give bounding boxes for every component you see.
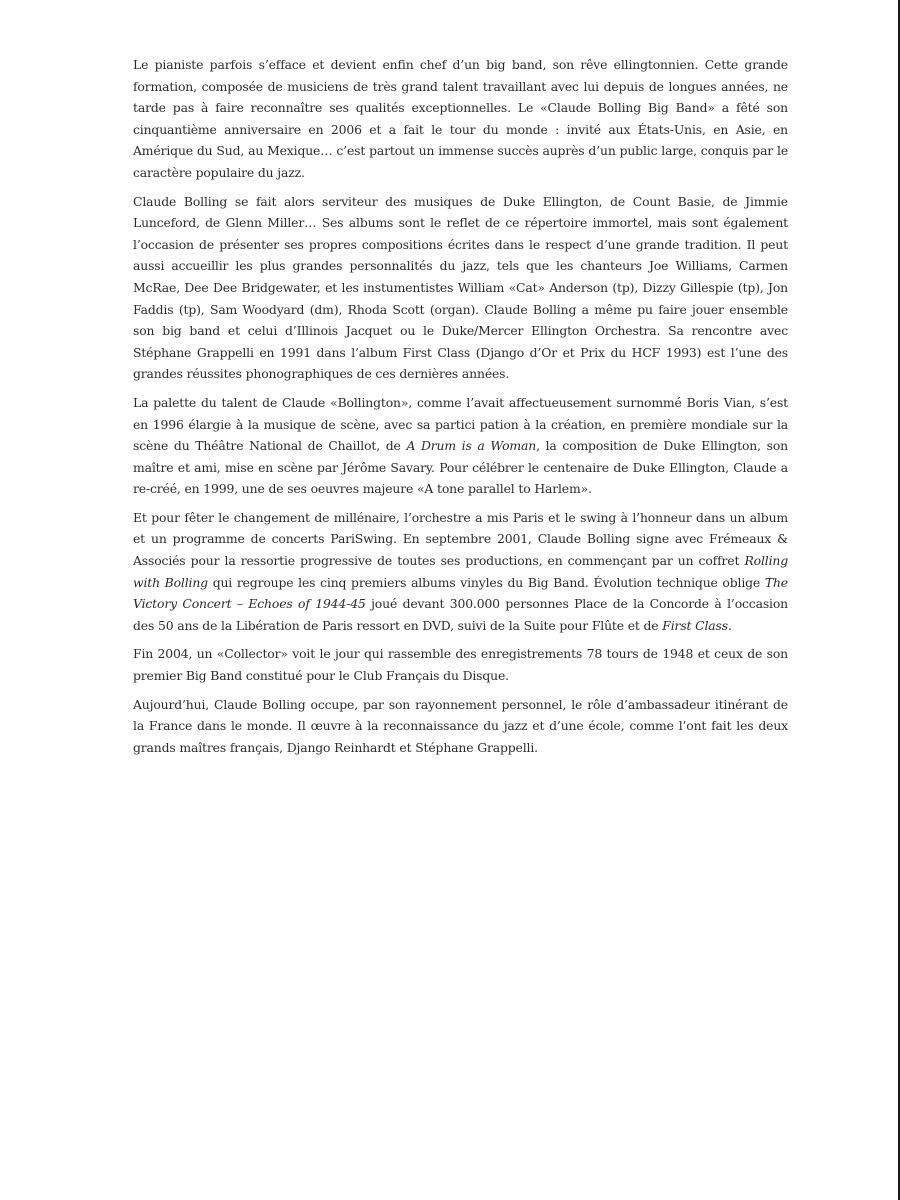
text-run: joué devant 300.000 personnes Place de la Concorde à l’occasion des 50 ans de la Libération de Paris ressort en DVD, suivi de la Suite pour Flûte et de — [133, 596, 788, 633]
work-title: A Drum is a Woman — [406, 438, 537, 454]
text-run: Et pour fêter le changement de millénaire, l’orchestre a mis Paris et le swing à l’honneur dans un album et un programme de concerts PariSwing. En septembre 2001, Claude Bolling signe avec Frémeaux & Associés pour la ressortie progressive de toutes ses productions, en commençant par un coffret — [133, 509, 788, 569]
text-run: Fin 2004, un «Collector» voit le jour qui rassemble des enregistrements 78 tours de 1948 et ceux de son premier Big Band constitué pour le Club Français du Disque. — [133, 646, 788, 684]
text-run: La palette du talent de Claude «Bollington», comme l’avait affectueusement surnommé Boris Vian, s’est en 1996 élargie à la musique de scène, avec sa partici pation à la création, en première mondiale sur la scène du Théâtre National de Chaillot, de — [133, 394, 788, 454]
paragraph — [133, 392, 788, 500]
text-run: Le pianiste parfois s’efface et devient enfin chef d’un big band, son rêve ellingtonnien. Cette grande formation, composée de musiciens de très grand talent travaillant avec lui depuis de longues années, ne tarde pas à faire reconnaître ses qualités exceptionnelles. Le «Claude Bolling Big Band» a fêté son cinquantième anniversaire en 2006 et a fait le tour du monde : invité aux États-Unis, en Asie, en Amérique du Sud, au Mexique… c’est partout un immense succès auprès d’un public large, conquis par le caractère populaire du jazz. — [133, 57, 788, 180]
work-title: Rolling with Bolling — [133, 553, 788, 590]
body-text — [133, 54, 788, 765]
paragraph — [133, 507, 788, 637]
paragraph — [133, 694, 788, 759]
paragraph — [133, 54, 788, 184]
text-run: , la composition de Duke Ellington, son maître et ami, mise en scène par Jérôme Savary. Pour célébrer le centenaire de Duke Ellington, Claude a re-créé, en 1999, une de ses oeuvres majeure «A tone parallel to Harlem». — [133, 438, 788, 497]
text-run: qui regroupe les cinq premiers albums vinyles du Big Band. Évolution technique oblige — [207, 574, 765, 590]
text-run: . — [727, 617, 732, 633]
work-title: First Class — [662, 617, 728, 633]
text-run: Claude Bolling se fait alors serviteur des musiques de Duke Ellington, de Count Basie, de Jimmie Lunceford, de Glenn Miller… Ses albums sont le reflet de ce répertoire immortel, mais sont également l’occasion de présenter ses propres compositions écrites dans le respect d’une grande tradition. Il peut aussi accueillir les plus grandes personnalités du jazz, tels que les chanteurs Joe Williams, Carmen McRae, Dee Dee Bridgewater, et les instumentistes William «Cat» Anderson (tp), Dizzy Gillespie (tp), Jon Faddis (tp), Sam Woodyard (dm), Rhoda Scott (organ). Claude Bolling a même pu faire jouer ensemble son big band et celui d’Illinois Jacquet ou le Duke/Mercer Ellington Orchestra. Sa rencontre avec Stéphane Grappelli en 1991 dans l’album First Class (Django d’Or et Prix du HCF 1993) est l’une des grandes réussites phonographiques de ces dernières années. — [133, 193, 788, 382]
paragraph — [133, 643, 788, 686]
paragraph — [133, 191, 788, 385]
work-title: The Victory Concert – Echoes of 1944-45 — [133, 574, 788, 612]
text-run: Aujourd’hui, Claude Bolling occupe, par son rayonnement personnel, le rôle d’ambassadeur itinérant de la France dans le monde. Il œuvre à la reconnaissance du jazz et d’une école, comme l’ont fait les deux grands maîtres français, Django Reinhardt et Stéphane Grappelli. — [133, 696, 788, 755]
